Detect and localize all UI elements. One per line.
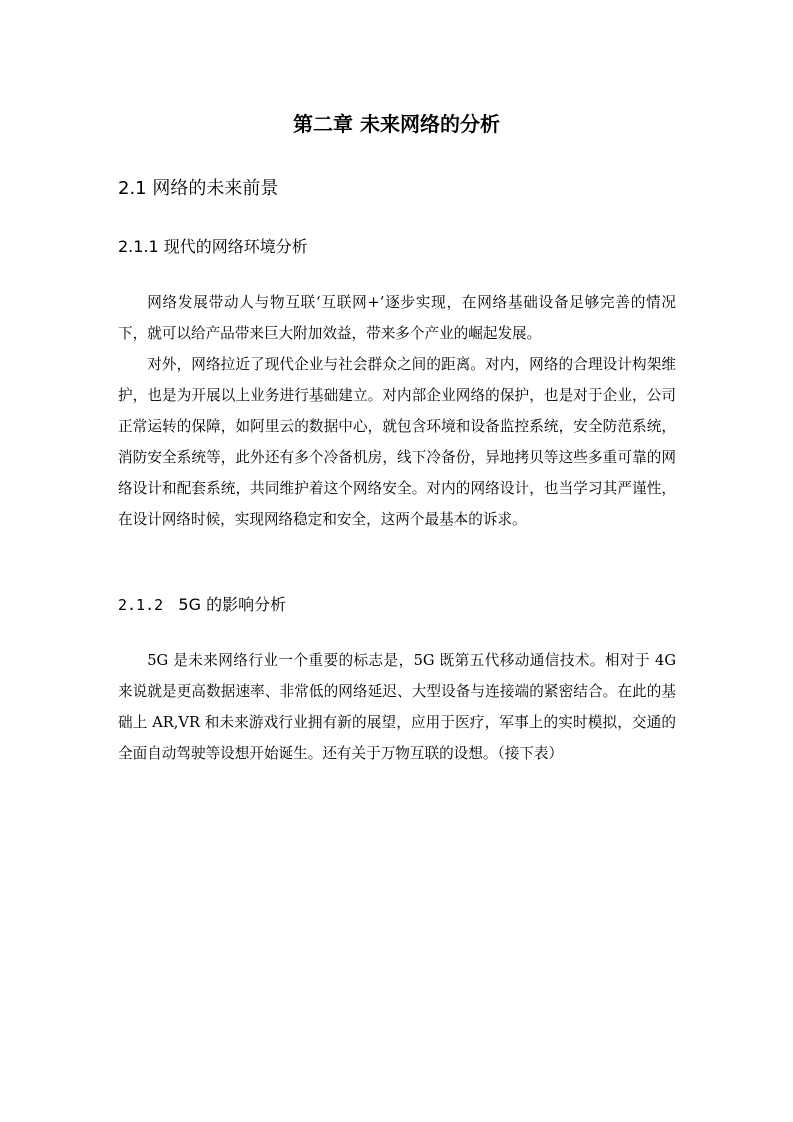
paragraph: 对外，网络拉近了现代企业与社会群众之间的距离。对内，网络的合理设计构架维护，也是为开展以上业务进行基础建立。对内部企业网络的保护，也是对于企业，公司正常运转的保障，如阿里云的数据中心，就包含环境和设备监控系统，安全防范系统，消防安全系统等，此外还有多个冷备机房，线下冷备份，异地拷贝等这些多重可靠的网络设计和配套系统，共同维护着这个网络安全。对内的网络设计，也当学习其严谨性，在设计网络时候，实现网络稳定和安全，这两个最基本的诉求。 xyxy=(118,356,676,528)
chapter-title: 第二章 未来网络的分析 xyxy=(293,112,500,136)
section-2-1-1-body xyxy=(118,287,676,535)
section-heading-2-1-2 xyxy=(118,593,286,617)
paragraph: 网络发展带动人与物互联‘互联网+’逐步实现，在网络基础设备足够完善的情况下，就可以给产品带来巨大附加效益，带来多个产业的崛起发展。 xyxy=(118,294,676,342)
section-heading-text: 5G 的影响分析 xyxy=(178,595,287,614)
section-number: 2.1.2 xyxy=(118,596,164,614)
section-heading-2-1-1: 2.1.1 现代的网络环境分析 xyxy=(118,237,308,256)
section-2-1-2-body xyxy=(118,645,676,769)
paragraph: 5G 是未来网络行业一个重要的标志是，5G 既第五代移动通信技术。相对于 4G 来说就是更高数据速率、非常低的网络延迟、大型设备与连接端的紧密结合。在此的基础上 AR,VR 和未来游戏行业拥有新的展望，应用于医疗，军事上的实时模拟，交通的全面自动驾驶等设想开始诞生。还有关于万物互联的设想。（接下表） xyxy=(118,652,676,762)
section-heading-2-1: 2.1 网络的未来前景 xyxy=(118,178,279,199)
